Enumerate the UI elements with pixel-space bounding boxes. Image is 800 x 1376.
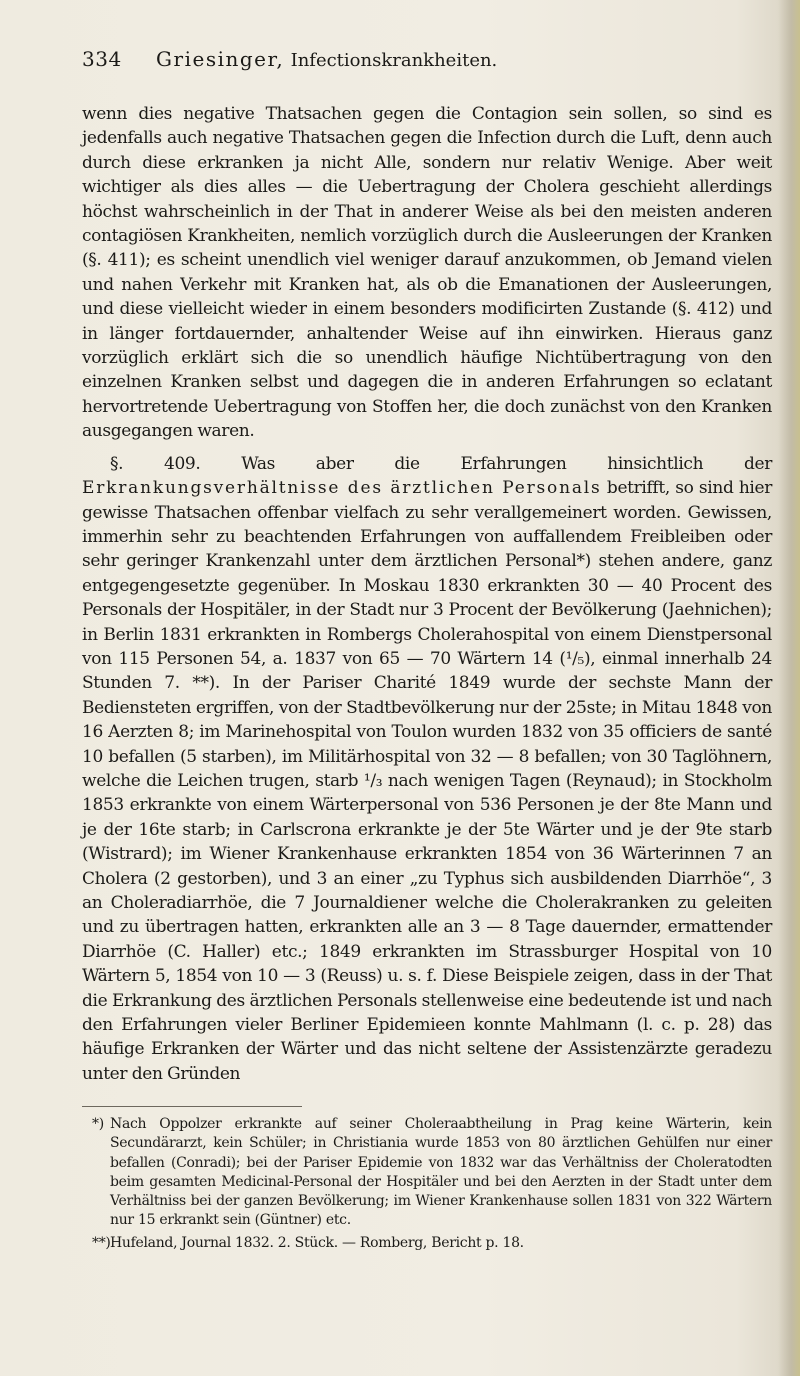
footnote-2 xyxy=(92,1234,772,1253)
paragraph-2 xyxy=(82,452,772,1087)
paragraph-2-intro: §. 409. Was aber die Erfahrungen hinsichtlich der xyxy=(110,453,772,474)
page-content xyxy=(82,46,772,1258)
footnote-2-mark: **) xyxy=(92,1235,111,1252)
paragraph-1: wenn dies negative Thatsachen gegen die Contagion sein sollen, so sind es jedenfalls auch negative Thatsachen gegen die Infection durch die Luft, denn auch durch diese erkranken ja nicht Alle, sondern nur relativ Wenige. Aber weit wichtiger als dies alles — die Uebertragung der Cholera geschieht allerdings höchst wahrscheinlich in der That in anderer Weise als bei den meisten anderen contagiösen Krankheiten, nemlich vorzüglich durch die Ausleerungen der Kranken (§. 411); es scheint unendlich viel weniger darauf anzukommen, ob Jemand vielen und nahen Verkehr mit Kranken hat, als ob die Emanationen der Ausleerungen, und diese vielleicht wieder in einem besonders modificirten Zustande (§. 412) und in länger fortdauernder, anhaltender Weise auf ihn einwirken. Hieraus ganz vorzüglich erklärt sich die so unendlich häufige Nichtübertragung von den einzelnen Kranken selbst und dagegen die in anderen Erfahrungen so eclatant hervortretende Uebertragung von Stoffen her, die doch zunächst von den Kranken ausgegangen waren. xyxy=(82,104,772,442)
paragraph-2-body: betrifft, so sind hier gewisse Thatsachen offenbar vielfach zu sehr verallgemeinert worden. Gewissen, immerhin sehr zu beachtenden Erfahrungen von auffallendem Freibleiben oder sehr geringer Krankenzahl unter dem ärztlichen Personal*) stehen andere, ganz entgegengesetzte gegenüber. In Moskau 1830 erkrankten 30 — 40 Procent des Personals der Hospitäler, in der Stadt nur 3 Procent der Bevölkerung (Jaehnichen); in Berlin 1831 erkrankten in Rombergs Cholerahospital von einem Dienstpersonal von 115 Personen 54, a. 1837 von 65 — 70 Wärtern 14 (¹/₅), einmal innerhalb 24 Stunden 7. **). In der Pariser Charité 1849 wurde der sechste Mann der Bediensteten ergriffen, von der Stadtbevölkerung nur der 25ste; in Mitau 1848 von 16 Aerzten 8; im Marinehospital von Toulon wurden 1832 von 35 officiers de santé 10 befallen (5 starben), im Militärhospital von 32 — 8 befallen; von 30 Taglöhnern, welche die Leichen trugen, starb ¹/₃ nach wenigen Tagen (Reynaud); in Stockholm 1853 erkrankte von einem Wärterpersonal von 536 Personen je der 8te Mann und je der 16te starb; in Carlscrona erkrankte je der 5te Wärter und je der 9te starb (Wistrard); im Wiener Krankenhause erkrankten 1854 von 36 Wärterinnen 7 an Cholera (2 gestorben), und 3 an einer „zu Typhus sich ausbildenden Diarrhöe“, 3 an Choleradiarrhöe, die 7 Journaldiener welche die Cholerakranken zu geleiten und zu übertragen hatten, erkrankten alle an 3 — 8 Tage dauernder, ermattender Diarrhöe (C. Haller) etc.; 1849 erkrankten im Strassburger Hospital von 10 Wärtern 5, 1854 von 10 — 3 (Reuss) u. s. f. Diese Beispiele zeigen, dass in der That die Erkrankung des ärztlichen Personals stellenweise eine bedeutende ist und nach den Erfahrungen vieler Berliner Epidemieen konnte Mahlmann (l. c. p. 28) das häufige Erkranken der Wärter und das nicht seltene der Assistenzärzte geradezu unter den Gründen xyxy=(82,478,772,1084)
page-edge-shadow xyxy=(778,0,800,1376)
page-number: 334 xyxy=(82,47,122,71)
header-author: Griesinger, xyxy=(156,47,285,71)
footnote-divider xyxy=(82,1106,302,1107)
footnote-1-mark: *) xyxy=(92,1116,104,1133)
paragraph-2-spaced-heading: Erkrankungsverhältnisse des ärztlichen Personals xyxy=(82,478,602,499)
footnotes xyxy=(82,1115,772,1253)
header-title: Infectionskrankheiten. xyxy=(290,50,498,71)
running-header xyxy=(82,46,772,74)
footnote-1 xyxy=(92,1115,772,1230)
footnote-1-text: Nach Oppolzer erkrankte auf seiner Choleraabtheilung in Prag keine Wärterin, kein Secundärarzt, kein Schüler; in Christiania wurde 1853 von 80 ärztlichen Gehülfen nur einer befallen (Conradi); bei der Pariser Epidemie von 1832 war das Verhältniss der Choleratodten beim gesamten Medicinal-Personal der Hospitäler und bei den Aerzten in der Stadt unter dem Verhältniss bei der ganzen Bevölkerung; im Wiener Krankenhause sollen 1831 von 322 Wärtern nur 15 erkrankt sein (Güntner) etc. xyxy=(110,1116,772,1229)
footnote-2-text: Hufeland, Journal 1832. 2. Stück. — Romberg, Bericht p. 18. xyxy=(110,1235,524,1252)
